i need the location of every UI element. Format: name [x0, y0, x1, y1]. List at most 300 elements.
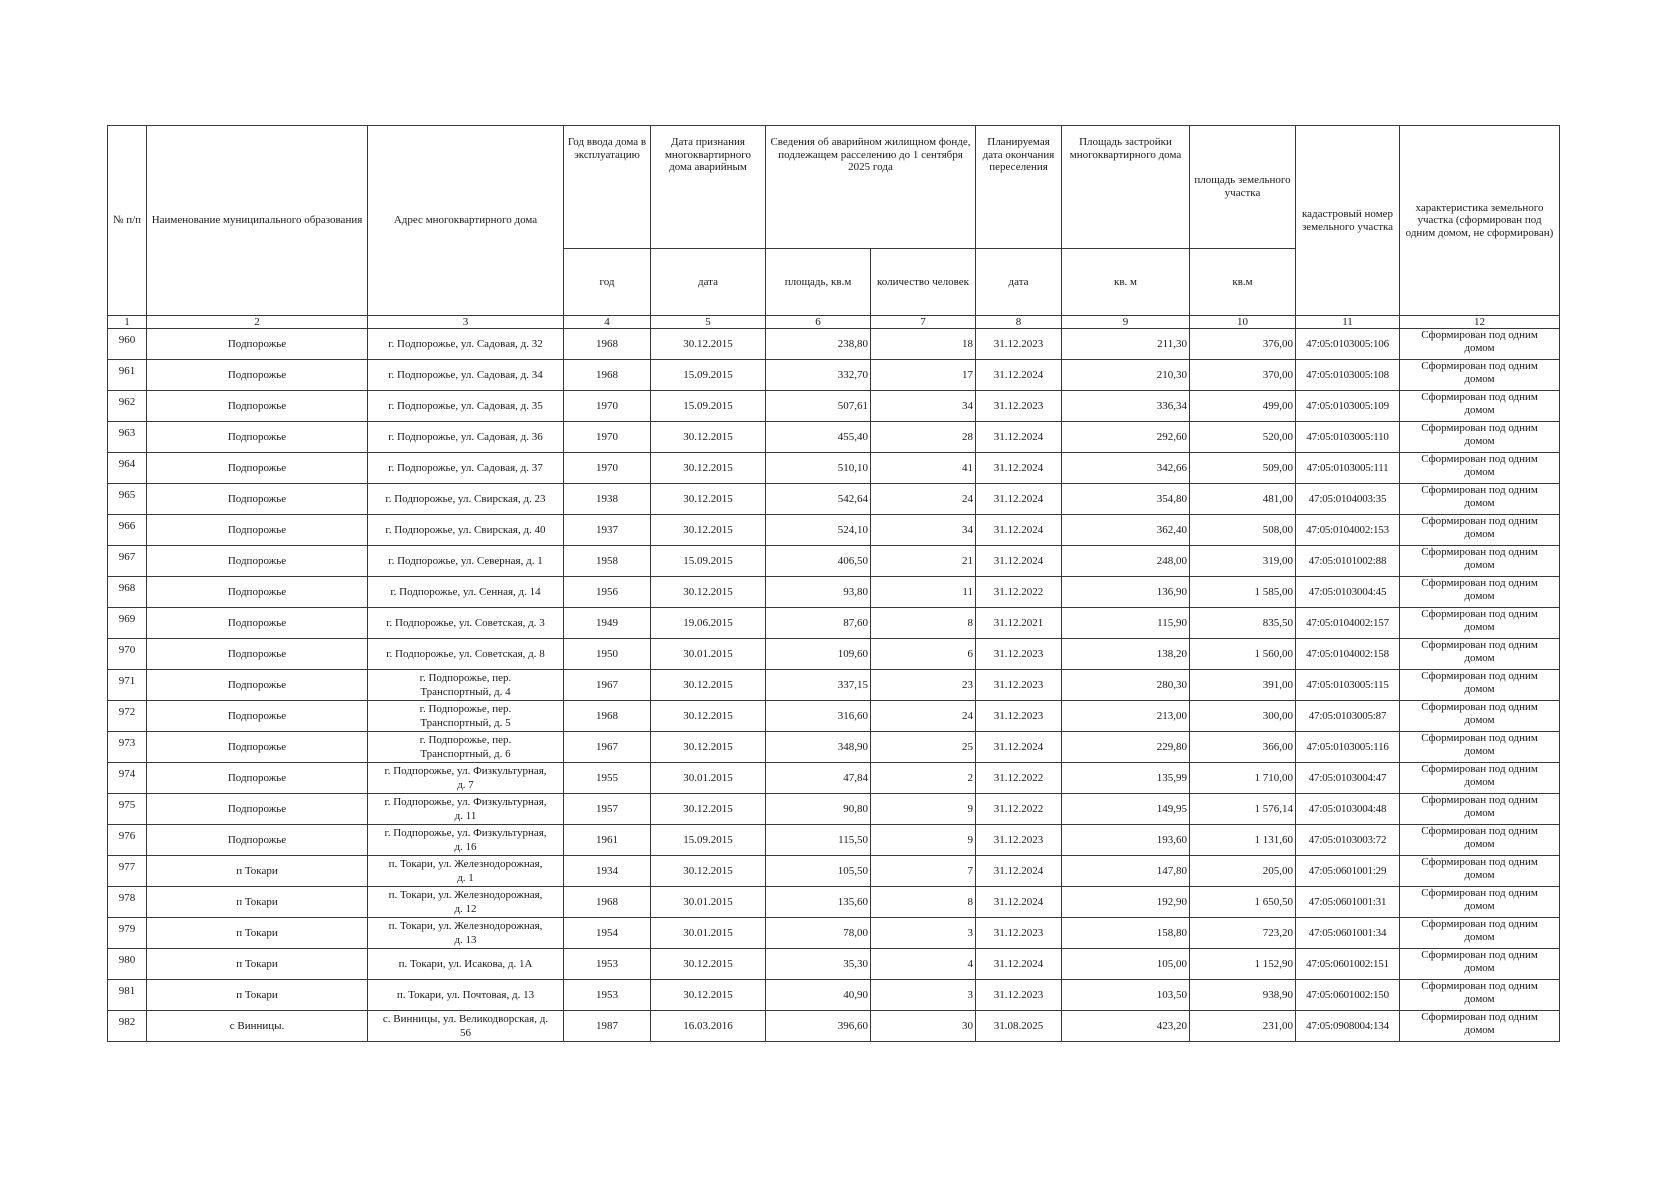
cell-municipality: Подпорожье	[147, 391, 368, 422]
characteristic-line-2: домом	[1464, 961, 1495, 974]
cell-built-area: 149,95	[1062, 794, 1190, 825]
cell-built-area: 342,66	[1062, 453, 1190, 484]
cell-people: 34	[871, 515, 976, 546]
cell-municipality: Подпорожье	[147, 639, 368, 670]
cell-cadastral-number: 47:05:0103005:111	[1296, 453, 1400, 484]
table-row	[108, 484, 1560, 515]
cell-land-area: 300,00	[1190, 701, 1296, 732]
cell-built-area: 354,80	[1062, 484, 1190, 515]
table-row	[108, 422, 1560, 453]
cell-municipality: Подпорожье	[147, 422, 368, 453]
characteristic-line-1: Сформирован под одним	[1421, 949, 1538, 961]
characteristic-line-1: Сформирован под одним	[1421, 980, 1538, 992]
cell-row-number: 982	[108, 1011, 147, 1042]
emergency-housing-table	[107, 125, 1560, 1042]
address-line-2: д. 13	[454, 934, 477, 946]
table-row	[108, 887, 1560, 918]
characteristic-line-1: Сформирован под одним	[1421, 329, 1538, 341]
column-number: 10	[1190, 316, 1296, 329]
table-row	[108, 670, 1560, 701]
cell-area: 406,50	[766, 546, 871, 577]
cell-built-area: 135,99	[1062, 763, 1190, 794]
characteristic-line-1: Сформирован под одним	[1421, 1011, 1538, 1023]
cell-address: г. Подпорожье, ул. Садовая, д. 37	[368, 453, 564, 484]
cell-land-characteristic	[1400, 484, 1560, 515]
cell-planned-date: 31.12.2023	[976, 391, 1062, 422]
cell-commission-year: 1953	[564, 949, 651, 980]
cell-row-number: 980	[108, 949, 147, 980]
cell-people: 23	[871, 670, 976, 701]
cell-address: г. Подпорожье, ул. Сенная, д. 14	[368, 577, 564, 608]
cell-land-characteristic	[1400, 422, 1560, 453]
cell-planned-date: 31.12.2024	[976, 360, 1062, 391]
table-row	[108, 763, 1560, 794]
header-commission-year: Год ввода дома в эксплуатацию	[564, 126, 651, 249]
column-number: 5	[651, 316, 766, 329]
characteristic-line-2: домом	[1464, 434, 1495, 447]
cell-built-area: 211,30	[1062, 329, 1190, 360]
characteristic-line-2: домом	[1464, 341, 1495, 354]
cell-people: 18	[871, 329, 976, 360]
column-number: 11	[1296, 316, 1400, 329]
address-line-1: п. Токари, ул. Железнодорожная,	[388, 889, 543, 901]
cell-planned-date: 31.12.2023	[976, 670, 1062, 701]
cell-cadastral-number: 47:05:0103005:116	[1296, 732, 1400, 763]
cell-address: г. Подпорожье, ул. Советская, д. 3	[368, 608, 564, 639]
cell-municipality: п Токари	[147, 949, 368, 980]
cell-land-characteristic	[1400, 639, 1560, 670]
cell-row-number: 979	[108, 918, 147, 949]
cell-area: 542,64	[766, 484, 871, 515]
cell-emergency-date: 30.12.2015	[651, 949, 766, 980]
table-row	[108, 825, 1560, 856]
cell-cadastral-number: 47:05:0601001:29	[1296, 856, 1400, 887]
cell-address	[368, 794, 564, 825]
characteristic-line-1: Сформирован под одним	[1421, 701, 1538, 713]
cell-commission-year: 1968	[564, 701, 651, 732]
cell-row-number: 977	[108, 856, 147, 887]
cell-row-number: 976	[108, 825, 147, 856]
cell-land-area: 319,00	[1190, 546, 1296, 577]
cell-emergency-date: 30.01.2015	[651, 639, 766, 670]
table-row	[108, 329, 1560, 360]
address-line-2: д. 1	[457, 872, 474, 884]
cell-planned-date: 31.12.2023	[976, 701, 1062, 732]
cell-planned-date: 31.12.2024	[976, 453, 1062, 484]
header-land-characteristic	[1400, 126, 1560, 316]
cell-area: 40,90	[766, 980, 871, 1011]
table-row	[108, 515, 1560, 546]
cell-address: г. Подпорожье, ул. Советская, д. 8	[368, 639, 564, 670]
cell-people: 24	[871, 484, 976, 515]
cell-area: 507,61	[766, 391, 871, 422]
cell-built-area: 213,00	[1062, 701, 1190, 732]
cell-emergency-date: 30.12.2015	[651, 329, 766, 360]
characteristic-line-2: домом	[1464, 403, 1495, 416]
characteristic-line-2: домом	[1464, 372, 1495, 385]
cell-area: 348,90	[766, 732, 871, 763]
cell-area: 115,50	[766, 825, 871, 856]
cell-land-characteristic	[1400, 763, 1560, 794]
table-row	[108, 856, 1560, 887]
cell-land-characteristic	[1400, 670, 1560, 701]
header-row-number: № п/п	[108, 126, 147, 316]
column-number: 4	[564, 316, 651, 329]
cell-cadastral-number: 47:05:0601002:151	[1296, 949, 1400, 980]
cell-planned-date: 31.12.2023	[976, 918, 1062, 949]
cell-built-area: 115,90	[1062, 608, 1190, 639]
cell-built-area: 280,30	[1062, 670, 1190, 701]
characteristic-line-1: Сформирован под одним	[1421, 484, 1538, 496]
cell-address	[368, 918, 564, 949]
cell-land-area: 205,00	[1190, 856, 1296, 887]
characteristic-line-1: Сформирован под одним	[1421, 794, 1538, 806]
cell-built-area: 193,60	[1062, 825, 1190, 856]
cell-commission-year: 1970	[564, 422, 651, 453]
cell-emergency-date: 15.09.2015	[651, 360, 766, 391]
cell-municipality: Подпорожье	[147, 670, 368, 701]
cell-planned-date: 31.12.2023	[976, 825, 1062, 856]
cell-address	[368, 825, 564, 856]
cell-row-number: 963	[108, 422, 147, 453]
address-line-2: Транспортный, д. 4	[420, 686, 511, 698]
table-row	[108, 1011, 1560, 1042]
characteristic-line-2: домом	[1464, 558, 1495, 571]
cell-land-characteristic	[1400, 794, 1560, 825]
cell-land-characteristic	[1400, 732, 1560, 763]
cell-municipality: Подпорожье	[147, 701, 368, 732]
characteristic-line-2: домом	[1464, 930, 1495, 943]
characteristic-line-2: домом	[1464, 1023, 1495, 1036]
cell-row-number: 969	[108, 608, 147, 639]
cell-planned-date: 31.12.2024	[976, 732, 1062, 763]
address-line-1: г. Подпорожье, ул. Физкультурная,	[384, 765, 547, 777]
cell-land-characteristic	[1400, 701, 1560, 732]
cell-land-area: 1 560,00	[1190, 639, 1296, 670]
cell-cadastral-number: 47:05:0101002:88	[1296, 546, 1400, 577]
cell-land-characteristic	[1400, 391, 1560, 422]
address-line-1: с. Винницы, ул. Великодворская, д.	[382, 1013, 549, 1025]
cell-row-number: 970	[108, 639, 147, 670]
characteristic-line-2: домом	[1464, 775, 1495, 788]
cell-commission-year: 1934	[564, 856, 651, 887]
table-row	[108, 453, 1560, 484]
cell-emergency-date: 15.09.2015	[651, 825, 766, 856]
cell-commission-year: 1953	[564, 980, 651, 1011]
cell-address: г. Подпорожье, ул. Свирская, д. 40	[368, 515, 564, 546]
cell-emergency-date: 16.03.2016	[651, 1011, 766, 1042]
cell-people: 9	[871, 825, 976, 856]
cell-land-characteristic	[1400, 1011, 1560, 1042]
cell-row-number: 968	[108, 577, 147, 608]
cell-emergency-date: 30.12.2015	[651, 794, 766, 825]
cell-people: 11	[871, 577, 976, 608]
characteristic-line-1: Сформирован под одним	[1421, 856, 1538, 868]
cell-row-number: 981	[108, 980, 147, 1011]
header-land-characteristic-text: характеристика земельного участка (сформирован под одним домом, не сформирован)	[1405, 201, 1554, 239]
characteristic-line-1: Сформирован под одним	[1421, 670, 1538, 682]
table-row	[108, 949, 1560, 980]
column-number: 9	[1062, 316, 1190, 329]
cell-planned-date: 31.12.2021	[976, 608, 1062, 639]
cell-area: 87,60	[766, 608, 871, 639]
cell-people: 9	[871, 794, 976, 825]
cell-emergency-date: 30.01.2015	[651, 887, 766, 918]
address-line-1: г. Подпорожье, пер.	[419, 703, 512, 715]
cell-address	[368, 670, 564, 701]
characteristic-line-2: домом	[1464, 899, 1495, 912]
cell-land-area: 723,20	[1190, 918, 1296, 949]
cell-planned-date: 31.12.2024	[976, 949, 1062, 980]
characteristic-line-1: Сформирован под одним	[1421, 546, 1538, 558]
cell-built-area: 362,40	[1062, 515, 1190, 546]
cell-people: 34	[871, 391, 976, 422]
cell-row-number: 974	[108, 763, 147, 794]
cell-cadastral-number: 47:05:0103005:109	[1296, 391, 1400, 422]
cell-planned-date: 31.12.2024	[976, 422, 1062, 453]
cell-address	[368, 701, 564, 732]
cell-address	[368, 856, 564, 887]
cell-area: 35,30	[766, 949, 871, 980]
cell-municipality: Подпорожье	[147, 763, 368, 794]
cell-cadastral-number: 47:05:0103003:72	[1296, 825, 1400, 856]
address-line-2: д. 12	[454, 903, 477, 915]
characteristic-line-2: домом	[1464, 713, 1495, 726]
cell-municipality: Подпорожье	[147, 329, 368, 360]
characteristic-line-2: домом	[1464, 837, 1495, 850]
cell-area: 109,60	[766, 639, 871, 670]
cell-area: 510,10	[766, 453, 871, 484]
header-planned-date: Планируемая дата окончания переселения	[976, 126, 1062, 249]
subheader-area: площадь, кв.м	[766, 249, 871, 316]
characteristic-line-2: домом	[1464, 744, 1495, 757]
cell-land-area: 1 710,00	[1190, 763, 1296, 794]
cell-land-area: 1 131,60	[1190, 825, 1296, 856]
cell-area: 90,80	[766, 794, 871, 825]
cell-commission-year: 1968	[564, 360, 651, 391]
cell-built-area: 138,20	[1062, 639, 1190, 670]
header-emergency-fund: Сведения об аварийном жилищном фонде, подлежащем расселению до 1 сентября 2025 года	[766, 126, 976, 249]
cell-land-area: 376,00	[1190, 329, 1296, 360]
cell-land-area: 508,00	[1190, 515, 1296, 546]
cell-cadastral-number: 47:05:0908004:134	[1296, 1011, 1400, 1042]
document-sheet	[107, 125, 1559, 1042]
cell-land-characteristic	[1400, 887, 1560, 918]
column-number: 2	[147, 316, 368, 329]
cell-planned-date: 31.12.2023	[976, 329, 1062, 360]
characteristic-line-2: домом	[1464, 620, 1495, 633]
cell-land-area: 1 576,14	[1190, 794, 1296, 825]
cell-emergency-date: 15.09.2015	[651, 391, 766, 422]
cell-people: 41	[871, 453, 976, 484]
cell-planned-date: 31.12.2022	[976, 577, 1062, 608]
characteristic-line-2: домом	[1464, 527, 1495, 540]
address-line-1: п. Токари, ул. Железнодорожная,	[388, 858, 543, 870]
header-municipality: Наименование муниципального образования	[147, 126, 368, 316]
cell-land-characteristic	[1400, 515, 1560, 546]
cell-emergency-date: 30.01.2015	[651, 763, 766, 794]
address-line-2: Транспортный, д. 5	[420, 717, 511, 729]
cell-built-area: 158,80	[1062, 918, 1190, 949]
cell-address: г. Подпорожье, ул. Садовая, д. 32	[368, 329, 564, 360]
characteristic-line-2: домом	[1464, 868, 1495, 881]
cell-emergency-date: 30.12.2015	[651, 515, 766, 546]
cell-commission-year: 1954	[564, 918, 651, 949]
cell-land-characteristic	[1400, 608, 1560, 639]
cell-planned-date: 31.12.2024	[976, 546, 1062, 577]
table-row	[108, 732, 1560, 763]
cell-area: 105,50	[766, 856, 871, 887]
characteristic-line-2: домом	[1464, 651, 1495, 664]
cell-area: 337,15	[766, 670, 871, 701]
cell-area: 332,70	[766, 360, 871, 391]
cell-land-area: 1 152,90	[1190, 949, 1296, 980]
characteristic-line-1: Сформирован под одним	[1421, 732, 1538, 744]
cell-people: 8	[871, 887, 976, 918]
characteristic-line-2: домом	[1464, 465, 1495, 478]
characteristic-line-1: Сформирован под одним	[1421, 391, 1538, 403]
cell-municipality: Подпорожье	[147, 546, 368, 577]
table-row	[108, 639, 1560, 670]
address-line-1: г. Подпорожье, ул. Физкультурная,	[384, 796, 547, 808]
cell-cadastral-number: 47:05:0103004:45	[1296, 577, 1400, 608]
cell-area: 135,60	[766, 887, 871, 918]
address-line-1: г. Подпорожье, пер.	[419, 672, 512, 684]
header-built-area: Площадь застройки многоквартирного дома	[1062, 126, 1190, 249]
cell-commission-year: 1970	[564, 391, 651, 422]
address-line-2: 56	[460, 1027, 471, 1039]
cell-cadastral-number: 47:05:0104003:35	[1296, 484, 1400, 515]
cell-land-area: 1 650,50	[1190, 887, 1296, 918]
cell-cadastral-number: 47:05:0104002:158	[1296, 639, 1400, 670]
cell-address	[368, 887, 564, 918]
column-number: 8	[976, 316, 1062, 329]
address-line-1: г. Подпорожье, пер.	[419, 734, 512, 746]
cell-land-characteristic	[1400, 949, 1560, 980]
cell-land-characteristic	[1400, 360, 1560, 391]
cell-commission-year: 1956	[564, 577, 651, 608]
characteristic-line-1: Сформирован под одним	[1421, 360, 1538, 372]
cell-cadastral-number: 47:05:0103005:106	[1296, 329, 1400, 360]
cell-municipality: п Токари	[147, 856, 368, 887]
cell-emergency-date: 19.06.2015	[651, 608, 766, 639]
characteristic-line-1: Сформирован под одним	[1421, 453, 1538, 465]
cell-land-area: 835,50	[1190, 608, 1296, 639]
characteristic-line-1: Сформирован под одним	[1421, 422, 1538, 434]
cell-emergency-date: 30.12.2015	[651, 732, 766, 763]
cell-land-area: 1 585,00	[1190, 577, 1296, 608]
cell-area: 524,10	[766, 515, 871, 546]
cell-cadastral-number: 47:05:0103004:48	[1296, 794, 1400, 825]
cell-built-area: 105,00	[1062, 949, 1190, 980]
cell-row-number: 973	[108, 732, 147, 763]
cell-commission-year: 1967	[564, 732, 651, 763]
cell-land-area: 509,00	[1190, 453, 1296, 484]
address-line-2: д. 7	[457, 779, 474, 791]
cell-commission-year: 1938	[564, 484, 651, 515]
cell-built-area: 192,90	[1062, 887, 1190, 918]
cell-municipality: п Токари	[147, 918, 368, 949]
header-cadastral-number: кадастровый номер земельного участка	[1296, 126, 1400, 316]
cell-commission-year: 1937	[564, 515, 651, 546]
cell-commission-year: 1967	[564, 670, 651, 701]
cell-municipality: Подпорожье	[147, 825, 368, 856]
cell-area: 78,00	[766, 918, 871, 949]
characteristic-line-2: домом	[1464, 992, 1495, 1005]
cell-people: 3	[871, 918, 976, 949]
cell-commission-year: 1958	[564, 546, 651, 577]
cell-row-number: 971	[108, 670, 147, 701]
cell-cadastral-number: 47:05:0103005:115	[1296, 670, 1400, 701]
cell-planned-date: 31.12.2023	[976, 980, 1062, 1011]
cell-address: п. Токари, ул. Исакова, д. 1А	[368, 949, 564, 980]
cell-emergency-date: 30.12.2015	[651, 453, 766, 484]
cell-built-area: 210,30	[1062, 360, 1190, 391]
cell-municipality: Подпорожье	[147, 453, 368, 484]
cell-municipality: Подпорожье	[147, 577, 368, 608]
address-line-2: д. 11	[454, 810, 477, 822]
characteristic-line-1: Сформирован под одним	[1421, 825, 1538, 837]
cell-commission-year: 1950	[564, 639, 651, 670]
cell-people: 4	[871, 949, 976, 980]
cell-row-number: 964	[108, 453, 147, 484]
cell-commission-year: 1970	[564, 453, 651, 484]
cell-planned-date: 31.12.2024	[976, 856, 1062, 887]
cell-area: 396,60	[766, 1011, 871, 1042]
cell-people: 21	[871, 546, 976, 577]
cell-area: 455,40	[766, 422, 871, 453]
cell-land-characteristic	[1400, 856, 1560, 887]
table-row	[108, 980, 1560, 1011]
cell-row-number: 962	[108, 391, 147, 422]
subheader-built-unit: кв. м	[1062, 249, 1190, 316]
cell-commission-year: 1987	[564, 1011, 651, 1042]
characteristic-line-1: Сформирован под одним	[1421, 639, 1538, 651]
table-row	[108, 391, 1560, 422]
cell-built-area: 336,34	[1062, 391, 1190, 422]
cell-planned-date: 31.12.2024	[976, 887, 1062, 918]
characteristic-line-2: домом	[1464, 806, 1495, 819]
address-line-2: д. 16	[454, 841, 477, 853]
cell-cadastral-number: 47:05:0601001:34	[1296, 918, 1400, 949]
cell-address: п. Токари, ул. Почтовая, д. 13	[368, 980, 564, 1011]
cell-emergency-date: 30.12.2015	[651, 670, 766, 701]
cell-planned-date: 31.12.2022	[976, 794, 1062, 825]
cell-built-area: 229,80	[1062, 732, 1190, 763]
cell-people: 24	[871, 701, 976, 732]
cell-planned-date: 31.08.2025	[976, 1011, 1062, 1042]
cell-municipality: Подпорожье	[147, 608, 368, 639]
cell-land-characteristic	[1400, 918, 1560, 949]
cell-area: 47,84	[766, 763, 871, 794]
cell-land-area: 231,00	[1190, 1011, 1296, 1042]
address-line-1: г. Подпорожье, ул. Физкультурная,	[384, 827, 547, 839]
cell-land-characteristic	[1400, 980, 1560, 1011]
cell-commission-year: 1955	[564, 763, 651, 794]
cell-emergency-date: 30.12.2015	[651, 980, 766, 1011]
cell-area: 93,80	[766, 577, 871, 608]
characteristic-line-1: Сформирован под одним	[1421, 515, 1538, 527]
cell-land-area: 520,00	[1190, 422, 1296, 453]
cell-land-characteristic	[1400, 329, 1560, 360]
cell-emergency-date: 30.01.2015	[651, 918, 766, 949]
cell-commission-year: 1949	[564, 608, 651, 639]
cell-address	[368, 732, 564, 763]
cell-commission-year: 1957	[564, 794, 651, 825]
cell-municipality: Подпорожье	[147, 484, 368, 515]
cell-people: 17	[871, 360, 976, 391]
cell-land-characteristic	[1400, 546, 1560, 577]
